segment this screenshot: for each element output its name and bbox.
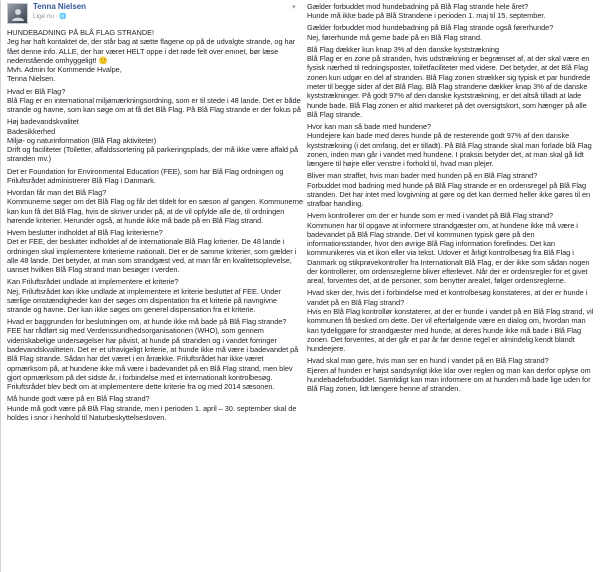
post-paragraph: Hvad skal man gøre, hvis man ser en hund i vandet på en Blå Flag strand? Ejeren af hunden er højst sandsynligt ikke klar over reglen og man kan derfor oplyse om hundebadeforbuddet. Samtidigt kan man informere om at hunden må bade lige uden for Blå Flag zonen, lidt længere henne af stranden. bbox=[307, 356, 591, 394]
post-paragraph: Hvad er baggrunden for beslutningen om, at hunde ikke må bade på Blå Flag strande? FEE har rådført sig med Verdenssundhedsorganisationen (WHO), som gennem videnskabelige undersøgelser har påvist, at hunde på stranden og i vandet forringer badevandskvaliteten. Det er et ufravigeligt kriterie, at hunde ikke må være i badevandet på Blå Flag strande. Sådan har det været i en årrække. Friluftsrådet har ikke været opmærksom på, at hundene ikke må være i badevandet på en Blå Flag strand, men blev gjort opmærksom på det sidste år, i forbindelse med et internationalt kontrolbesøg. Friluftsrådet blev bedt om at implementere dette kriterie fra og med 2014 sæsonen. bbox=[7, 317, 299, 392]
post-paragraph: Hvad er Blå Flag? Blå Flag er en international miljømærkningsordning, som er til stede i 48 lande. Det er både strande og havne, som kan søge om at få det Blå Flag. På Blå Flag strande er der fokus på bbox=[7, 86, 301, 115]
user-silhouette-icon bbox=[11, 7, 25, 21]
author-name[interactable]: Tenna Nielsen bbox=[33, 2, 86, 11]
post-time-row bbox=[33, 12, 86, 22]
post-paragraph: Blå Flag dækker kun knap 3% af den danske kyststrækning Blå Flag er en zone på stranden, hvis udstrækning er begrænset af, at der skal være en fysisk nærhed til redningsposter, toiletfaciliteter med videre. Det betyder, at det Blå Flag zonen kun udgør en del af stranden. Blå Flag zonen strækker sig typisk et par hundrede meter til begge sider af det Blå Flag. Blå Flag strandene dækker knap 3% af de danske kyststrækninger. På godt 97% af den danske kyststrækning, er det altså tilladt at lade hunde bade. Blå Flag zonen er altid markeret på det oversigtskort, som hænger på alle Blå Flag strande. bbox=[307, 44, 591, 119]
post-paragraph: Hvad sker der, hvis det i forbindelse med et kontrolbesøg konstateres, at der er hunde i vandet på en Blå Flag strand? Hvis en Blå Flag kontrollør konstaterer, at der er hunde i vandet på en Blå Flag strand, vil kommunen få besked om dette. Der vil efterfølgende være en dialog om, hvordan man kan tydeliggøre for strandgæster med hunde, at deres hunde ikke må bade i Blå Flag zonen. Det forventes, at der går et par år før denne regel er almindelig kendt blandt hundeejere. bbox=[307, 288, 594, 354]
chevron-down-icon[interactable]: ▾ bbox=[292, 4, 296, 11]
post-paragraph: Hvem kontrollerer om der er hunde som er med i vandet på Blå Flag strand? Kommunen har til opgave at informere strandgæster om, at hundene ikke må være i badevandet på Blå Flag strande. Det vil kommunen typisk gøre på den informationsstander, hvor den øvrige Blå Flag information forefindes. Det kan kommunikeres via et ikon eller via tekst. Udover et årligt kontrolbesøg fra Blå Flag i Danmark og stikprøvekontroller fra Internationalt Blå Flag, er der ikke som sådan nogen der kontrollerer, om ordensreglerne bliver efterlevet. Når der er ordensregler for et givet areal, forventes det, at de personer, som benytter arealet, følger ordensreglerne. bbox=[307, 211, 590, 286]
post-paragraph: Hvordan får man det Blå Flag? Kommunerne søger om det Blå Flag og får det tildelt for en sæson af gangen. Kommunerne kan kun få det Blå Flag, hvis de skriver under på, at de vil opfylde alle de, til ordningen hørende kriterier. Herunder også, at hunde ikke må bade på en Blå Flag strand. bbox=[7, 187, 304, 225]
post-header bbox=[7, 2, 303, 28]
post-meta bbox=[33, 2, 86, 22]
globe-icon: · 🌐 bbox=[55, 14, 67, 20]
post-left-column bbox=[7, 0, 303, 425]
post-paragraph: Hvem beslutter indholdet af Blå Flag kriterierne? Det er FEE, der beslutter indholdet af de internationale Blå Flag kriterier. De 48 lande i ordningen skal implementere kriterierne nationalt. Det er de samme kriterier, som gælder i alle 48 lande. Det betyder, at man som strandgæst ved, at man får en kvalitetsoplevelse, uanset hvilken Blå Flag strand man besøger i verden. bbox=[7, 227, 297, 275]
post-paragraph: Gælder forbuddet mod hundebadning på Blå Flag strande også førerhunde? Nej, førerhunde må gerne bade på en Blå Flag strand. bbox=[307, 23, 554, 42]
post-paragraph: Bliver man straffet, hvis man bader med hunden på en Blå Flag strand? Forbuddet mod badning med hunde på Blå Flag strande er en ordensregel på Blå Flag stranden. Det har intet med lovgivning at gøre og det kan dermed heller ikke gøres til en strafbar handling. bbox=[307, 171, 591, 209]
post-right-column bbox=[307, 2, 597, 396]
post-paragraph: Må hunde godt være på en Blå Flag strand? Hunde må godt være på Blå Flag strande, men i perioden 1. april – 30. september skal de holdes i snor i henhold til Naturbeskyttelsesloven. bbox=[7, 394, 297, 422]
post-paragraph: Høj badevandskvalitet Badesikkerhed Miljø- og naturinformation (Blå Flag aktiviteter) Drift og faciliteter (Toiletter, affaldssortering på parkeringsplads, der må ikke være affald på stranden mv.) bbox=[7, 117, 299, 164]
post-time[interactable]: Lige nu bbox=[33, 13, 54, 20]
post-paragraph: Hvor kan man så bade med hundene? Hundejere kan bade med deres hunde på de resterende godt 97% af den danske kyststrækning (i det omfang, det er tilladt). På Blå Flag strande skal man forlade blå Flag zonen, inden man går i vandet med hundene. I praksis betyder det, at man skal gå lidt længere til højre eller venstre i forhold til, hvad man plejer. bbox=[307, 121, 592, 169]
post-paragraph: HUNDEBADNING PÅ BLÅ FLAG STRANDE! Jeg har haft kontaktet de, der står bag at sætte flagene op på de udvalgte strande, og har fået denne info. ALLE, der har været HELT oppe i det røde felt over emnet, bør læse nedenstående omhyggeligt! 🙂 Mvh. Admin for Kommende Hvalpe, Tenna Nielsen. bbox=[7, 28, 296, 84]
post-paragraph: Det er Foundation for Environmental Education (FEE), som har Blå Flag ordningen og Friluftsrådet administrerer Blå Flag i Danmark. bbox=[7, 166, 284, 185]
post-paragraph: Kan Friluftsrådet undlade at implementere et kriterie? Nej, Friluftsrådet kan ikke undlade at implementere et kriterie besluttet af FEE. Under særlige omstændigheder kan der søges om dispentation fra et kriterie på navngivne strande og havne. Der kan ikke søges om generel dispensation fra et kriterie. bbox=[7, 277, 281, 315]
avatar[interactable] bbox=[7, 3, 28, 24]
post-paragraph: Gælder forbuddet mod hundebadning på Blå Flag strande hele året? Hunde må ikke bade på Blå Strandene i perioden 1. maj til 15. september. bbox=[307, 2, 546, 21]
